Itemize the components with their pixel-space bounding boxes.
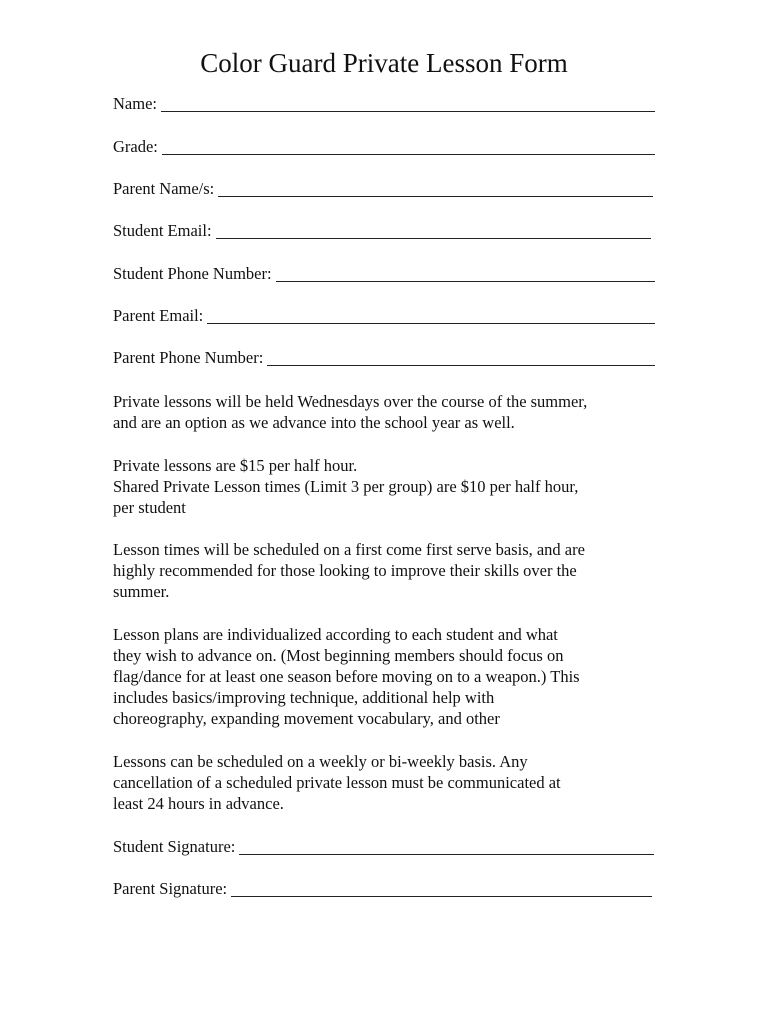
paragraph-lesson-times <box>113 539 673 602</box>
paragraph-line: Private lessons will be held Wednesdays over the course of the summer, <box>113 392 588 411</box>
paragraph-line: Lessons can be scheduled on a weekly or bi-weekly basis. Any <box>113 752 528 771</box>
student-email-field[interactable] <box>113 221 651 241</box>
student-signature-line[interactable] <box>239 840 654 855</box>
parent-signature-label: Parent Signature: <box>113 879 228 898</box>
paragraph-line: they wish to advance on. (Most beginning members should focus on <box>113 646 564 665</box>
grade-input-line[interactable] <box>162 140 655 155</box>
parent-names-field[interactable] <box>113 179 653 199</box>
parent-names-label: Parent Name/s: <box>113 179 215 198</box>
student-email-input-line[interactable] <box>216 224 651 239</box>
paragraph-line: summer. <box>113 582 170 601</box>
parent-phone-input-line[interactable] <box>267 351 655 366</box>
student-email-label: Student Email: <box>113 221 212 240</box>
page-title: Color Guard Private Lesson Form <box>200 48 568 78</box>
paragraph-pricing <box>113 455 673 518</box>
paragraph-schedule <box>113 391 673 433</box>
paragraph-line: least 24 hours in advance. <box>113 794 284 813</box>
paragraph-line: choreography, expanding movement vocabulary, and other <box>113 709 500 728</box>
parent-phone-field[interactable] <box>113 348 655 368</box>
name-input-line[interactable] <box>161 97 655 112</box>
name-label: Name: <box>113 94 157 113</box>
paragraph-line: flag/dance for at least one season before moving on to a weapon.) This <box>113 667 580 686</box>
paragraph-cancellation <box>113 751 673 814</box>
paragraph-line: includes basics/improving technique, additional help with <box>113 688 495 707</box>
paragraph-line: highly recommended for those looking to improve their skills over the <box>113 561 577 580</box>
grade-field[interactable] <box>113 137 655 157</box>
student-phone-field[interactable] <box>113 264 655 284</box>
student-phone-input-line[interactable] <box>276 267 655 282</box>
name-field[interactable] <box>113 94 655 114</box>
parent-signature-line[interactable] <box>231 882 652 897</box>
parent-names-input-line[interactable] <box>218 182 653 197</box>
paragraph-line: and are an option as we advance into the school year as well. <box>113 413 515 432</box>
paragraph-line: Lesson plans are individualized according to each student and what <box>113 625 558 644</box>
paragraph-line: Shared Private Lesson times (Limit 3 per group) are $10 per half hour, <box>113 477 579 496</box>
parent-email-label: Parent Email: <box>113 306 204 325</box>
parent-email-input-line[interactable] <box>207 309 655 324</box>
paragraph-line: per student <box>113 498 186 517</box>
paragraph-line: cancellation of a scheduled private lesson must be communicated at <box>113 773 561 792</box>
paragraph-lesson-plans <box>113 624 673 729</box>
student-signature-label: Student Signature: <box>113 837 236 856</box>
parent-signature-field[interactable] <box>113 879 652 899</box>
student-signature-field[interactable] <box>113 837 654 857</box>
student-phone-label: Student Phone Number: <box>113 264 272 283</box>
paragraph-line: Private lessons are $15 per half hour. <box>113 456 358 475</box>
parent-phone-label: Parent Phone Number: <box>113 348 264 367</box>
parent-email-field[interactable] <box>113 306 655 326</box>
grade-label: Grade: <box>113 137 158 156</box>
paragraph-line: Lesson times will be scheduled on a first come first serve basis, and are <box>113 540 585 559</box>
